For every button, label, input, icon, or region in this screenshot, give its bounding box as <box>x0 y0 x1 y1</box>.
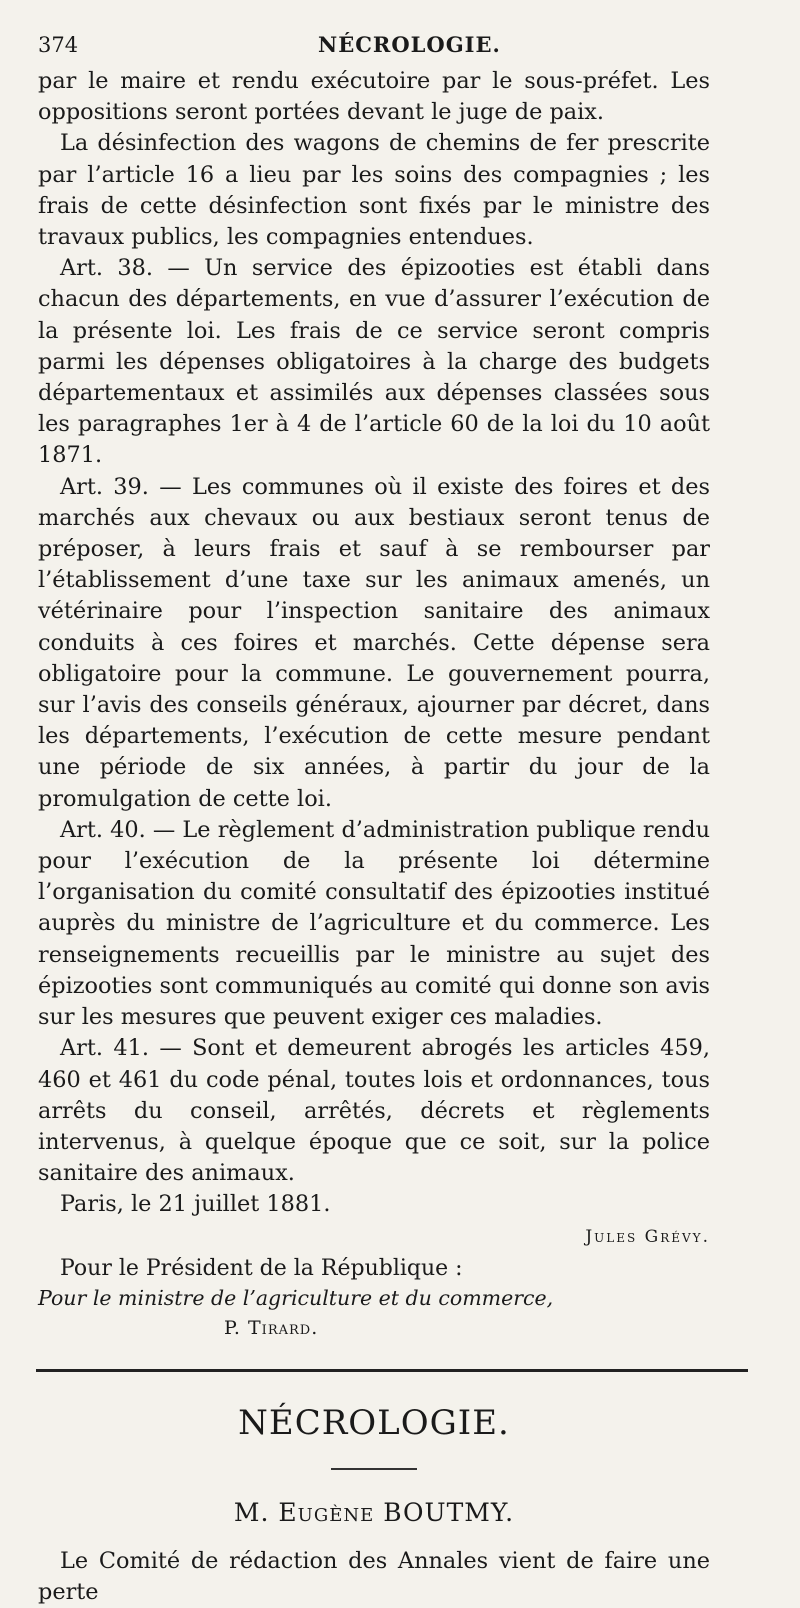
paragraph-art-40: Art. 40. — Le règlement d’administration publique rendu pour l’exécution de la présente loi détermine l’organisation du comité consultatif des épizooties institué auprès du ministre de l’agriculture et du commerce. Les renseignements recueillis par le ministre au sujet des épizooties sont communiqués au comité qui donne son avis sur les mesures que peuvent exiger ces maladies. <box>38 816 711 1031</box>
for-minister-line: Pour le ministre de l’agriculture et du commerce, <box>38 1285 554 1310</box>
countersign: P. Tirard. <box>224 1316 319 1339</box>
paragraph-continuation: par le maire et rendu exécutoire par le sous-préfet. Les oppositions seront portées devant le juge de paix. <box>38 68 710 126</box>
for-president-line: Pour le Président de la République : <box>60 1255 463 1281</box>
date-line: Paris, le 21 juillet 1881. <box>60 1191 331 1218</box>
running-title: NÉCROLOGIE. <box>318 32 501 57</box>
title-underline <box>331 1468 417 1470</box>
paragraph-art-41: Art. 41. — Sont et demeurent abrogés les articles 459, 460 et 461 du code pénal, toutes lois et ordonnances, tous arrêts du conseil, arrêtés, décrets et règlements intervenus, à quelque époque que ce soit, sur la police sanitaire des animaux. <box>38 1035 710 1187</box>
running-head <box>38 24 710 66</box>
signatory: Jules Grévy. <box>585 1226 710 1247</box>
paragraph-art-38: Art. 38. — Un service des épizooties est établi dans chacun des départements, en vue d’assurer l’exécution de la présente loi. Les frais de ce service seront compris parmi les dépenses obligatoires à la charge des budgets départementaux et assimilés aux dépenses classées sous les paragraphes 1er à 4 de l’article 60 de la loi du 10 août 1871. <box>38 255 710 469</box>
paragraph-art-39: Art. 39. — Les communes où il existe des foires et des marchés aux chevaux ou aux bestiaux seront tenus de préposer, à leurs frais et sauf à se rembourser par l’établissement d’une taxe sur les animaux amenés, un vétérinaire pour l’inspection sanitaire des animaux conduits à ces foires et marchés. Cette dépense sera obligatoire pour la commune. Le gouvernement pourra, sur l’avis des conseils généraux, ajourner par décret, dans les départements, l’exécution de cette mesure pendant une période de six années, à partir du jour de la promulgation de cette loi. <box>38 473 710 812</box>
section-divider <box>36 1369 748 1372</box>
person-heading <box>38 1496 710 1530</box>
obituary-intro: Le Comité de rédaction des Annales vient de faire une perte <box>38 1547 710 1605</box>
section-title: NÉCROLOGIE. <box>238 1402 510 1443</box>
person-surname: BOUTMY. <box>383 1497 515 1527</box>
person-prefix: M. <box>233 1497 270 1527</box>
person-name: Eugène <box>278 1497 375 1527</box>
paragraph-disinfection: La désinfection des wagons de chemins de fer prescrite par l’article 16 a lieu par les soins des compagnies ; les frais de cette désinfection sont fixés par le ministre des travaux publics, les compagnies entendues. <box>38 130 710 251</box>
page-number: 374 <box>38 33 79 57</box>
body-text <box>38 66 710 1221</box>
